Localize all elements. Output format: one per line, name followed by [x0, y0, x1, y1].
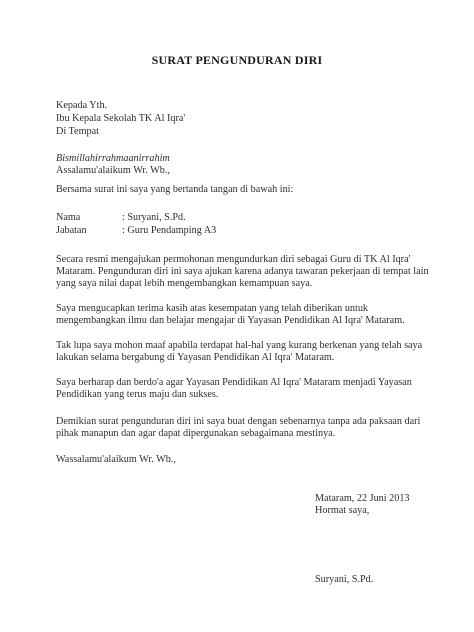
place-date: Mataram, 22 Juni 2013: [315, 493, 410, 504]
paragraph-4-line-1: Saya berharap dan berdo'a agar Yayasan Pendidikan Al Iqra' Mataram menjadi Yayasan: [56, 377, 412, 388]
signatory-name: Suryani, S.Pd.: [315, 574, 374, 585]
name-label: Nama: [56, 212, 81, 223]
letter-title: SURAT PENGUNDURAN DIRI: [151, 53, 323, 67]
paragraph-3-line-2: lakukan selama bergabung di Yayasan Pendidikan Al Iqra' Mataram.: [56, 352, 335, 363]
recipient-line-2: Ibu Kepala Sekolah TK Al Iqra': [56, 113, 186, 124]
paragraph-3-line-1: Tak lupa saya mohon maaf apabila terdapat hal-hal yang kurang berkenan yang telah saya: [56, 340, 423, 351]
paragraph-1-line-2: Mataram. Pengunduran diri ini saya ajukan karena adanya tawaran pekerjaan di tempat lain: [56, 266, 429, 277]
paragraph-1-line-3: yang saya nilai dapat lebih mengembangkan kemampuan saya.: [56, 278, 313, 289]
paragraph-5-line-2: pihak manapun dan agar dapat dipergunakan sebagaimana mestinya.: [56, 428, 336, 439]
position-value: : Guru Pendamping A3: [122, 225, 217, 236]
intro-sentence: Bersama surat ini saya yang bertanda tangan di bawah ini:: [56, 184, 294, 195]
opening-salam: Assalamu'alaikum Wr. Wb.,: [56, 165, 170, 176]
paragraph-1-line-1: Secara resmi mengajukan permohonan mengundurkan diri sebagai Guru di TK Al Iqra': [56, 254, 411, 265]
paragraph-2-line-2: mengembangkan ilmu dan belajar mengajar di Yayasan Pendidikan Al Iqra' Mataram.: [56, 315, 405, 326]
closing-salam: Wassalamu'alaikum Wr. Wb.,: [56, 454, 176, 465]
paragraph-5-line-1: Demikian surat pengunduran diri ini saya buat dengan sebenarnya tanpa ada paksaan dari: [56, 416, 421, 427]
paragraph-4-line-2: Pendidikan yang terus maju dan sukses.: [56, 389, 219, 400]
recipient-line-3: Di Tempat: [56, 126, 99, 137]
recipient-line-1: Kepada Yth.: [56, 100, 108, 111]
position-label: Jabatan: [56, 225, 87, 236]
regards: Hormat saya,: [315, 505, 370, 516]
paragraph-2-line-1: Saya mengucapkan terima kasih atas kesempatan yang telah diberikan untuk: [56, 303, 369, 314]
name-value: : Suryani, S.Pd.: [122, 212, 186, 223]
bismillah: Bismillahirrahmaanirrahim: [56, 153, 170, 164]
